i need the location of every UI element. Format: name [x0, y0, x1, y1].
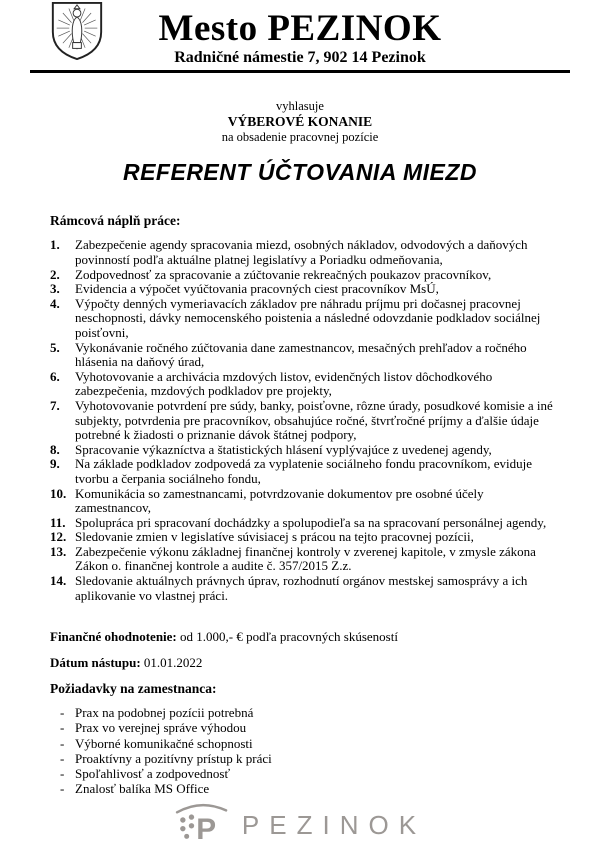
requirement-text: Proaktívny a pozitívny prístup k práci: [75, 750, 272, 766]
position-intro: na obsadenie pracovnej pozície: [221, 129, 379, 144]
requirement-text: Znalosť balíka MS Office: [75, 781, 210, 797]
announce-line: vyhlasuje: [276, 99, 324, 113]
item-text: Komunikácia so zamestnancami, potvrdzovanie dokumentov pre osobné účely zamestnancov,: [75, 485, 484, 516]
item-text: Sledovanie aktuálnych právnych úprav, rozhodnutí orgánov mestskej samosprávy a ich aplikovanie vo vlastnej práci.: [75, 573, 528, 603]
item-text: Spracovanie výkazníctva a štatistických hlásení vyplývajúce z uvedenej agendy,: [75, 441, 492, 457]
list-item: [50, 736, 555, 751]
item-text: Spolupráca pri spracovaní dochádzky a spolupodieľa sa na spracovaní personálnej agendy,: [75, 514, 547, 530]
dash-bullet: -: [60, 750, 65, 766]
item-text: Zabezpečenie výkonu základnej finančnej kontroly v zverenej kapitole, v zmysle zákona Zákon o. finančnej kontrole a audite č. 357/2015 Z.z.: [75, 543, 536, 574]
list-item: [50, 268, 555, 283]
item-number: 12.: [50, 529, 67, 545]
item-text: Evidencia a výpočet vyúčtovania pracovných ciest pracovníkov MsÚ,: [75, 281, 439, 297]
list-item: [50, 720, 555, 735]
item-text: Vyhotovovanie potvrdení pre súdy, banky, poisťovne, rôzne úrady, posudkové komisie a iné subjekty, potvrdenia pre pracovníkov, obsahujúce ročné, štvrťročné príjmy a ďalšie údaje potrebné k žiadosti o priznanie dávok štátnej podpory,: [75, 397, 553, 443]
requirement-text: Spoľahlivosť a zodpovednosť: [75, 766, 231, 782]
item-number: 4.: [50, 295, 60, 311]
start-date-row: [50, 655, 555, 671]
item-text: Na základe podkladov zodpovedá za vyplatenie sociálneho fondu pracovníkom, eviduje tvorbu a čerpania sociálneho fondu,: [75, 456, 533, 486]
item-number: 7.: [50, 397, 60, 413]
list-item: [50, 705, 555, 720]
coat-of-arms-icon: [48, 0, 106, 67]
list-item: [50, 545, 555, 574]
list-item: [50, 574, 555, 603]
footer-logo: [0, 796, 600, 844]
list-item: [50, 399, 555, 443]
item-text: Vyhotovovanie a archivácia mzdových listov, evidenčných listov dôchodkového zabezpečenia, mzdových podkladov pre projekty,: [75, 368, 493, 399]
item-text: Vykonávanie ročného zúčtovania dane zamestnancov, mesačných prehľadov a ročného hlásenia na daňový úrad,: [75, 339, 527, 370]
city-title: Mesto PEZINOK: [158, 8, 442, 49]
list-item: [50, 516, 555, 531]
item-number: 9.: [50, 456, 60, 472]
item-text: Zodpovednosť za spracovanie a zúčtovanie rekreačných poukazov pracovníkov,: [75, 266, 492, 282]
requirement-text: Prax na podobnej pozícii potrebná: [75, 705, 254, 721]
duties-list: [50, 238, 555, 603]
list-item: [50, 238, 555, 267]
salary-row: [50, 629, 555, 645]
item-number: 2.: [50, 266, 60, 282]
item-number: 6.: [50, 368, 60, 384]
list-item: [50, 341, 555, 370]
item-number: 5.: [50, 339, 60, 355]
city-address: Radničné námestie 7, 902 14 Pezinok: [174, 49, 426, 67]
list-item: [50, 370, 555, 399]
item-text: Zabezpečenie agendy spracovania miezd, osobných nákladov, odvodových a daňových povinností podľa aktuálne platnej legislatívy a Poriadku odmeňovania,: [75, 237, 528, 268]
logo-letter: P: [196, 813, 217, 844]
list-item: [50, 297, 555, 341]
list-item: [50, 766, 555, 781]
list-item: [50, 781, 555, 796]
item-number: 8.: [50, 441, 60, 457]
dash-bullet: -: [60, 735, 65, 751]
dash-bullet: -: [60, 781, 65, 797]
start-date-value: 01.01.2022: [143, 655, 203, 671]
list-item: [50, 282, 555, 297]
list-item: [50, 443, 555, 458]
item-number: 11.: [50, 514, 66, 530]
dash-bullet: -: [60, 766, 65, 782]
letterhead: [30, 0, 570, 73]
list-item: [50, 457, 555, 486]
pezinok-logo-icon: [174, 796, 232, 844]
requirements-heading: Požiadavky na zamestnanca:: [50, 681, 217, 697]
page-title: REFERENT ÚČTOVANIA MIEZD: [122, 159, 478, 186]
dash-bullet: -: [60, 705, 65, 721]
item-number: 10.: [50, 485, 67, 501]
salary-label: Finančné ohodnotenie:: [50, 629, 177, 645]
competition-title: VÝBEROVÉ KONANIE: [227, 113, 373, 129]
item-text: Sledovanie zmien v legislatíve súvisiacej s prácou na tejto pracovnej pozícii,: [75, 529, 474, 545]
salary-value: od 1.000,- € podľa pracovných skúseností: [180, 629, 398, 645]
item-number: 13.: [50, 543, 67, 559]
announcement-intro: [0, 99, 600, 144]
duties-heading: Rámcová náplň práce:: [50, 213, 181, 229]
list-item: [50, 530, 555, 545]
list-item: [50, 487, 555, 516]
item-text: Výpočty denných vymeriavacích základov pre náhradu príjmu pri dočasnej pracovnej neschopnosti, dávky nemocenského poistenia a následné odovzdanie podkladov sociálnej poisťovni,: [75, 295, 541, 340]
requirement-text: Prax vo verejnej správe výhodou: [75, 720, 247, 736]
list-item: [50, 751, 555, 766]
start-date-label: Dátum nástupu:: [50, 655, 141, 671]
item-number: 3.: [50, 281, 60, 297]
item-number: 14.: [50, 573, 67, 589]
item-number: 1.: [50, 237, 60, 253]
pezinok-logo-text: PEZINOK: [241, 809, 427, 840]
requirements-list: [50, 705, 555, 796]
dash-bullet: -: [60, 720, 65, 736]
requirement-text: Výborné komunikačné schopnosti: [75, 735, 253, 751]
